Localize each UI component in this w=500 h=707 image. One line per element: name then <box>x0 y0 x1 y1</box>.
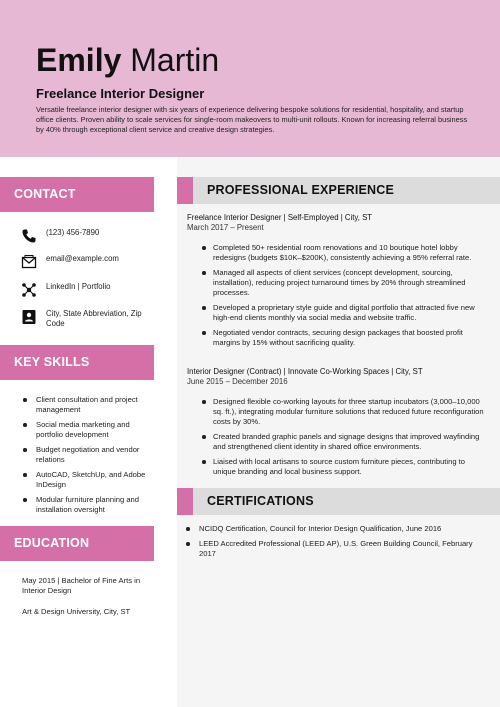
envelope-icon <box>21 254 37 270</box>
education-school: Art & Design University, City, ST <box>22 607 131 616</box>
list-item: Developed a proprietary style guide and digital portfolio that attracted five new high-end clients monthly via social media and website traffic. <box>200 303 485 323</box>
certifications-heading: CERTIFICATIONS <box>207 494 314 508</box>
last-name: Martin <box>130 42 220 78</box>
skills-heading: KEY SKILLS <box>0 345 154 380</box>
mailing-address: City, State Abbreviation, Zip Code <box>46 309 142 328</box>
professional-summary: Versatile freelance interior designer with six years of experience delivering bespoke solutions for residential, hospitality, and startup office clients. Proven ability to scale services for single-room makeovers to multi-unit rollouts. Known for increasing referral business by 40% through exceptional client service and creative design strategies. <box>36 105 468 134</box>
skills-list <box>22 395 152 520</box>
address-card-icon <box>21 309 37 325</box>
list-item: LEED Accredited Professional (LEED AP), U.S. Green Building Council, February 2017 <box>186 539 481 559</box>
list-item: Negotiated vendor contracts, securing design packages that boosted profit margins by 15% without sacrificing quality. <box>200 328 485 348</box>
first-name: Emily <box>36 42 122 78</box>
heading-accent <box>177 488 193 515</box>
list-item: Budget negotiation and vendor relations <box>22 445 152 465</box>
certifications-list <box>186 524 481 564</box>
education-degree: May 2015 | Bachelor of Fine Arts in Interior Design <box>22 576 141 595</box>
list-item: Social media marketing and portfolio development <box>22 420 152 440</box>
job-dates: June 2015 – December 2016 <box>187 377 288 386</box>
contact-address <box>21 309 158 329</box>
heading-accent <box>177 177 193 204</box>
phone-number: (123) 456-7890 <box>46 228 100 237</box>
profile-links: LinkedIn | Portfolio <box>46 282 111 291</box>
contact-phone <box>21 228 158 244</box>
job-bullets <box>200 397 485 482</box>
network-icon <box>21 282 37 298</box>
list-item: Client consultation and project management <box>22 395 152 415</box>
list-item: Created branded graphic panels and signage designs that improved wayfinding and strengthened client identity in shared office environments. <box>200 432 485 452</box>
candidate-name <box>36 40 219 80</box>
experience-heading: PROFESSIONAL EXPERIENCE <box>207 183 395 197</box>
resume-header <box>0 0 500 157</box>
contact-links <box>21 282 158 298</box>
list-item: Liaised with local artisans to source custom furniture pieces, contributing to unique branding and local business support. <box>200 457 485 477</box>
job-bullets <box>200 243 485 353</box>
list-item: Completed 50+ residential room renovations and 10 boutique hotel lobby redesigns (budgets $10K–$200K), consistently achieving a 95% referral rate. <box>200 243 485 263</box>
phone-icon <box>21 228 37 244</box>
job-header: Freelance Interior Designer | Self-Employed | City, ST <box>187 213 373 222</box>
contact-email <box>21 254 158 270</box>
job-header: Interior Designer (Contract) | Innovate Co-Working Spaces | City, ST <box>187 367 423 376</box>
list-item: NCIDQ Certification, Council for Interior Design Qualification, June 2016 <box>186 524 481 534</box>
list-item: Managed all aspects of client services (concept development, sourcing, installation), reducing project turnaround times by 20% through streamlined processes. <box>200 268 485 298</box>
experience-heading-bar <box>177 177 500 204</box>
job-title: Freelance Interior Designer <box>36 86 205 101</box>
list-item: Modular furniture planning and installation oversight <box>22 495 152 515</box>
contact-heading: CONTACT <box>0 177 154 212</box>
list-item: AutoCAD, SketchUp, and Adobe InDesign <box>22 470 152 490</box>
email-address: email@example.com <box>46 254 119 263</box>
certifications-heading-bar <box>177 488 500 515</box>
education-heading: EDUCATION <box>0 526 154 561</box>
job-dates: March 2017 – Present <box>187 223 264 232</box>
list-item: Designed flexible co-working layouts for three startup incubators (3,000–10,000 sq. ft.), integrating modular furniture solutions that reduced future reconfiguration costs by 30%. <box>200 397 485 427</box>
